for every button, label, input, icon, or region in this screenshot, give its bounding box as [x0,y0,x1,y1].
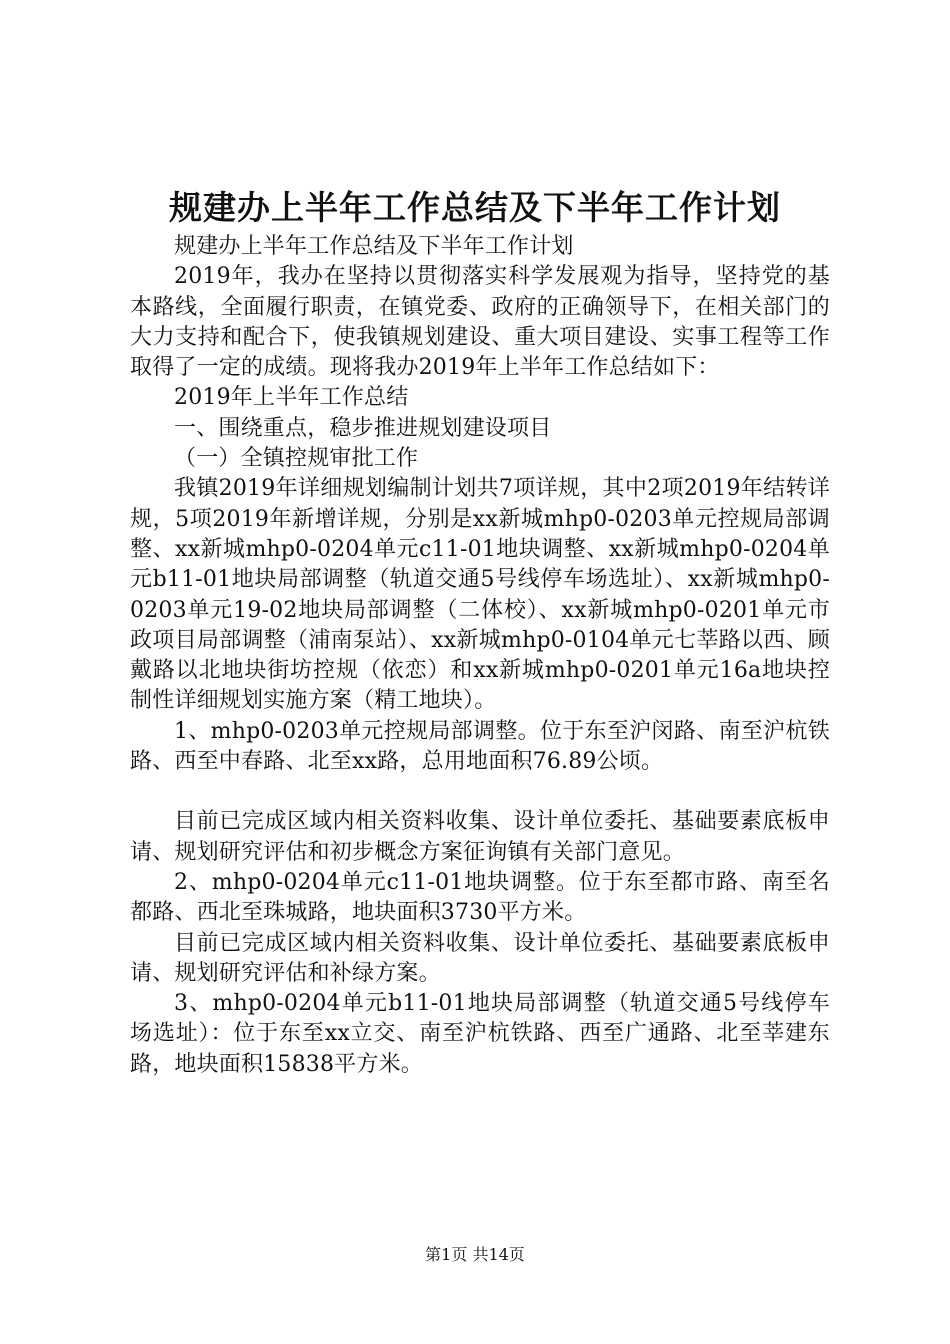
intro-paragraph: 2019年，我办在坚持以贯彻落实科学发展观为指导，坚持党的基本路线，全面履行职责，在镇党委、政府的正确领导下，在相关部门的大力支持和配合下，使我镇规划建设、重大项目建设、实事工程等工作取得了一定的成绩。现将我办2019年上半年工作总结如下： [130,264,830,381]
item-3-paragraph: 3、mhp0-0204单元b11-01地块局部调整（轨道交通5号线停车场选址）：位于东至xx立交、南至沪杭铁路、西至广通路、北至莘建东路，地块面积15838平方米。 [130,991,830,1077]
sub-subsection-heading: （一）全镇控规审批工作 [174,446,419,472]
subtitle-paragraph: 规建办上半年工作总结及下半年工作计划 [174,234,574,259]
page-footer: 第1页 共14页 [425,1245,525,1264]
item-1-paragraph: 1、mhp0-0203单元控规局部调整。位于东至沪闵路、南至沪杭铁路、西至中春路、北至xx路，总用地面积76.89公顷。 [130,718,830,775]
document-body [130,232,830,1080]
document-title: 规建办上半年工作总结及下半年工作计划 [169,188,781,227]
item-1-progress-paragraph: 目前已完成区域内相关资料收集、设计单位委托、基础要素底板申请、规划研究评估和初步概念方案征询镇有关部门意见。 [130,809,830,865]
item-2-paragraph: 2、mhp0-0204单元c11-01地块调整。位于东至都市路、南至名都路、西北至珠城路，地块面积3730平方米。 [130,869,830,926]
item-2-progress-paragraph: 目前已完成区域内相关资料收集、设计单位委托、基础要素底板申请、规划研究评估和补绿方案。 [130,930,830,986]
plan-paragraph: 我镇2019年详细规划编制计划共7项详规，其中2项2019年结转详规，5项2019年新增详规，分别是xx新城mhp0-0203单元控规局部调整、xx新城mhp0-0204单元c11-01地块调整、xx新城mhp0-0204单元b11-01地块局部调整（轨道交通5号线停车场选址）、xx新城mhp0-0203单元19-02地块局部调整（二体校）、xx新城mhp0-0201单元市政项目局部调整（浦南泵站）、xx新城mhp0-0104单元七莘路以西、顾戴路以北地块街坊控规（依恋）和xx新城mhp0-0201单元16a地块控制性详细规划实施方案（精工地块）。 [130,476,830,714]
subsection-heading: 一、围绕重点，稳步推进规划建设项目 [174,415,552,441]
section-heading: 2019年上半年工作总结 [174,385,409,411]
